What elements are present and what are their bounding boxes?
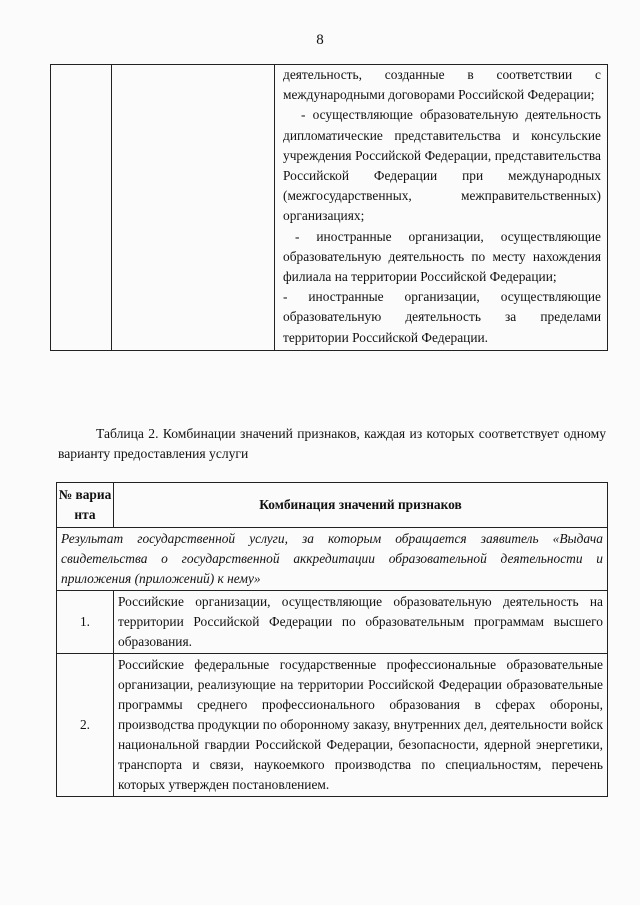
- table-row: [57, 528, 608, 591]
- combinations-table: [56, 482, 608, 797]
- table-row: [51, 65, 608, 351]
- paragraph: - иностранные организации, осуществляющие образовательную деятельность по месту нахождения филиала на территории Российской Федерации;: [283, 228, 601, 285]
- column-header-combination: Комбинация значений признаков: [114, 483, 608, 528]
- table-cell-empty: [51, 65, 112, 351]
- table-caption: Таблица 2. Комбинации значений признаков, каждая из которых соответствует одному варианту предоставления услуги: [58, 426, 606, 461]
- paragraph: - осуществляющие образовательную деятельность дипломатические представительства и консульские учреждения Российской Федерации, представительства Российской Федерации при международных (межгосударственных, межправительственных) организациях;: [283, 107, 601, 224]
- table-header-row: [57, 483, 608, 528]
- continuation-table: [50, 64, 608, 351]
- paragraph: - иностранные организации, осуществляющие образовательную деятельность за пределами территории Российской Федерации.: [283, 289, 601, 345]
- variant-number: 1.: [57, 591, 114, 654]
- variant-number: 2.: [57, 654, 114, 797]
- column-header-variant: № варианта: [57, 483, 114, 528]
- table-row: [57, 654, 608, 797]
- page-number: 8: [316, 32, 324, 48]
- table-cell-empty: [112, 65, 275, 351]
- table-row: [57, 591, 608, 654]
- result-row: Результат государственной услуги, за которым обращается заявитель «Выдача свидетельства о государственной аккредитации образовательной деятельности и приложения (приложений) к нему»: [57, 528, 608, 591]
- variant-text: Российские организации, осуществляющие образовательную деятельность на территории Российской Федерации по образовательным программам высшего образования.: [114, 591, 608, 654]
- variant-text: Российские федеральные государственные профессиональные образовательные организации, реализующие на территории Российской Федерации образовательные программы среднего профессионального образования в сферах обороны, производства продукции по оборонному заказу, внутренних дел, деятельности войск национальной гвардии Российской Федерации, безопасности, ядерной энергетики, транспорта и связи, наукоемкого производства по специальностям, перечень которых утвержден постановлением.: [114, 654, 608, 797]
- table-cell-text: [275, 65, 608, 351]
- paragraph: деятельность, созданные в соответствии с международными договорами Российской Федерации;: [283, 67, 601, 103]
